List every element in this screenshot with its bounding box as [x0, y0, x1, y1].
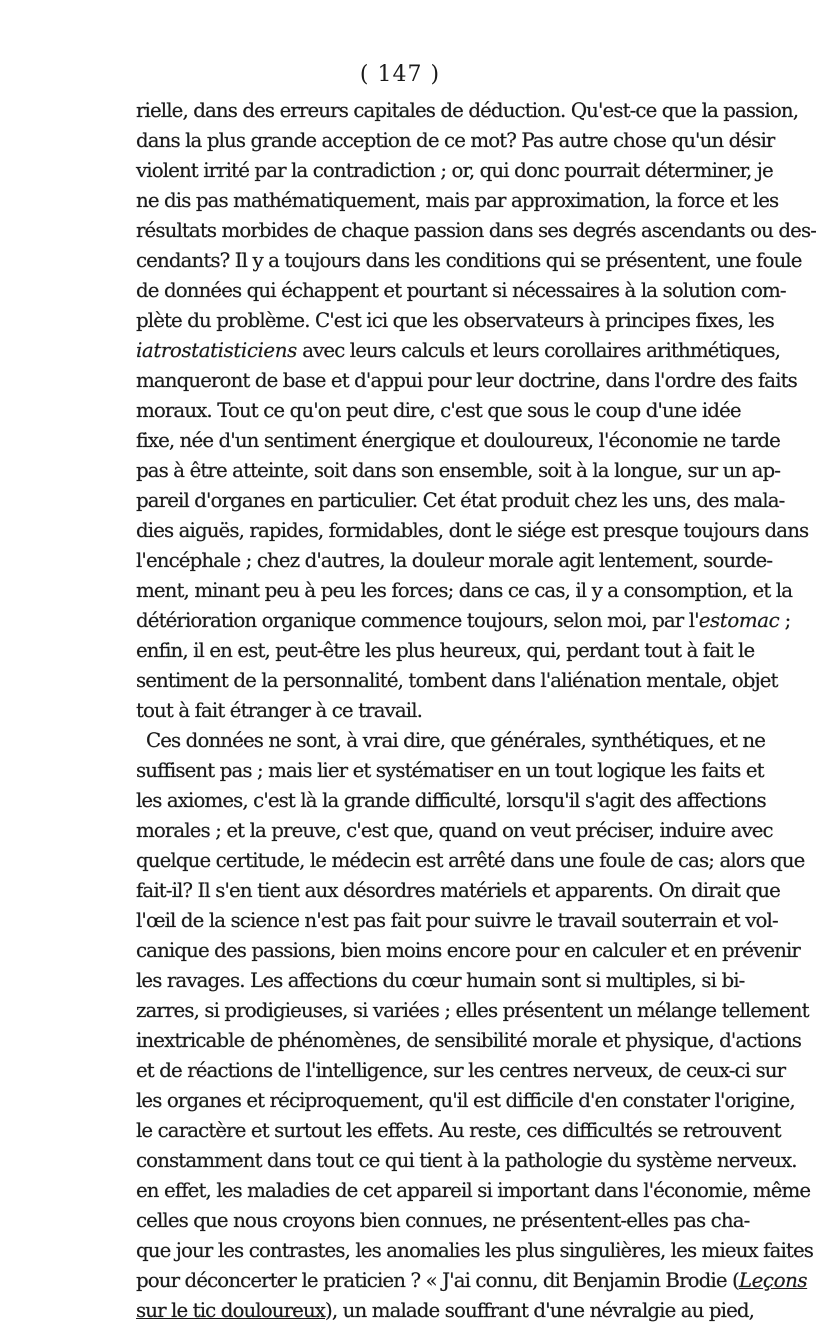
text-line: dies aiguës, rapides, formidables, dont le siége est presque toujours dans: [136, 519, 809, 542]
text-line: celles que nous croyons bien connues, ne présentent-elles pas cha-: [136, 1209, 750, 1232]
text-line: tout à fait étranger à ce travail.: [136, 699, 423, 722]
text-line: morales ; et la preuve, c'est que, quand on veut préciser, induire avec: [136, 819, 773, 842]
text-line: de données qui échappent et pourtant si nécessaires à la solution com-: [136, 279, 786, 302]
text-line: plète du problème. C'est ici que les observateurs à principes fixes, les: [136, 309, 774, 332]
text-line: fait-il? Il s'en tient aux désordres matériels et apparents. On dirait que: [136, 879, 780, 902]
text-line: ment, minant peu à peu les forces; dans ce cas, il y a consomption, et la: [136, 579, 793, 602]
paragraph-start-line: Ces données ne sont, à vrai dire, que générales, synthétiques, et ne: [146, 729, 766, 752]
text-line: l'œil de la science n'est pas fait pour suivre le travail souterrain et vol-: [136, 909, 778, 932]
text-line: les axiomes, c'est là la grande difficulté, lorsqu'il s'agit des affections: [136, 789, 766, 812]
text-line: pour déconcerter le praticien ? « J'ai connu, dit Benjamin Brodie (Leçons: [136, 1269, 808, 1292]
text-line: pareil d'organes en particulier. Cet état produit chez les uns, des mala-: [136, 489, 785, 512]
page-number: ( 147 ): [359, 62, 441, 87]
text-line: cendants? Il y a toujours dans les conditions qui se présentent, une foule: [136, 249, 802, 272]
text-line: sur le tic douloureux), un malade souffrant d'une névralgie au pied,: [136, 1299, 755, 1322]
text-line: quelque certitude, le médecin est arrêté dans une foule de cas; alors que: [136, 849, 805, 872]
book-title-continued: sur le tic douloureux: [136, 1299, 326, 1322]
text-line: pas à être atteinte, soit dans son ensemble, soit à la longue, sur un ap-: [136, 459, 781, 482]
text-line: dans la plus grande acception de ce mot? Pas autre chose qu'un désir: [136, 129, 775, 152]
text-line: ne dis pas mathématiquement, mais par approximation, la force et les: [136, 189, 779, 212]
text-line: l'encéphale ; chez d'autres, la douleur morale agit lentement, sourde-: [136, 549, 773, 572]
italic-term: estomac: [698, 609, 780, 632]
text-line: moraux. Tout ce qu'on peut dire, c'est que sous le coup d'une idée: [136, 399, 741, 422]
text-line: manqueront de base et d'appui pour leur doctrine, dans l'ordre des faits: [136, 369, 797, 392]
text-line: iatrostatisticiens avec leurs calculs et leurs corollaires arithmétiques,: [136, 339, 781, 362]
text-line: inextricable de phénomènes, de sensibilité morale et physique, d'actions: [136, 1029, 802, 1052]
text-line: et de réactions de l'intelligence, sur les centres nerveux, de ceux-ci sur: [136, 1059, 786, 1082]
text-line: constamment dans tout ce qui tient à la pathologie du système nerveux.: [136, 1149, 797, 1172]
text-line: suffisent pas ; mais lier et systématiser en un tout logique les faits et: [136, 759, 764, 782]
book-title-italic: Leçons: [738, 1269, 808, 1292]
text-line: enfin, il en est, peut-être les plus heureux, qui, perdant tout à fait le: [136, 639, 755, 662]
text-line: résultats morbides de chaque passion dans ses degrés ascendants ou des-: [136, 219, 816, 242]
text-line: que jour les contrastes, les anomalies les plus singulières, les mieux faites: [136, 1239, 814, 1262]
text-line: zarres, si prodigieuses, si variées ; elles présentent un mélange tellement: [136, 999, 809, 1022]
text-line: en effet, les maladies de cet appareil si important dans l'économie, même: [136, 1179, 811, 1202]
text-line: rielle, dans des erreurs capitales de déduction. Qu'est-ce que la passion,: [136, 99, 799, 122]
text-line: le caractère et surtout les effets. Au reste, ces difficultés se retrouvent: [136, 1119, 781, 1142]
text-line: canique des passions, bien moins encore pour en calculer et en prévenir: [136, 939, 800, 962]
text-line: sentiment de la personnalité, tombent dans l'aliénation mentale, objet: [136, 669, 778, 692]
text-line: violent irrité par la contradiction ; or, qui donc pourrait déterminer, je: [136, 159, 773, 182]
text-line: détérioration organique commence toujours, selon moi, par l'estomac ;: [136, 609, 791, 632]
italic-term: iatrostatisticiens: [136, 339, 297, 362]
body-text: [136, 96, 816, 1326]
text-line: fixe, née d'un sentiment énergique et douloureux, l'économie ne tarde: [136, 429, 780, 452]
text-line: les ravages. Les affections du cœur humain sont si multiples, si bi-: [136, 969, 745, 992]
text-line: les organes et réciproquement, qu'il est difficile d'en constater l'origine,: [136, 1089, 795, 1112]
